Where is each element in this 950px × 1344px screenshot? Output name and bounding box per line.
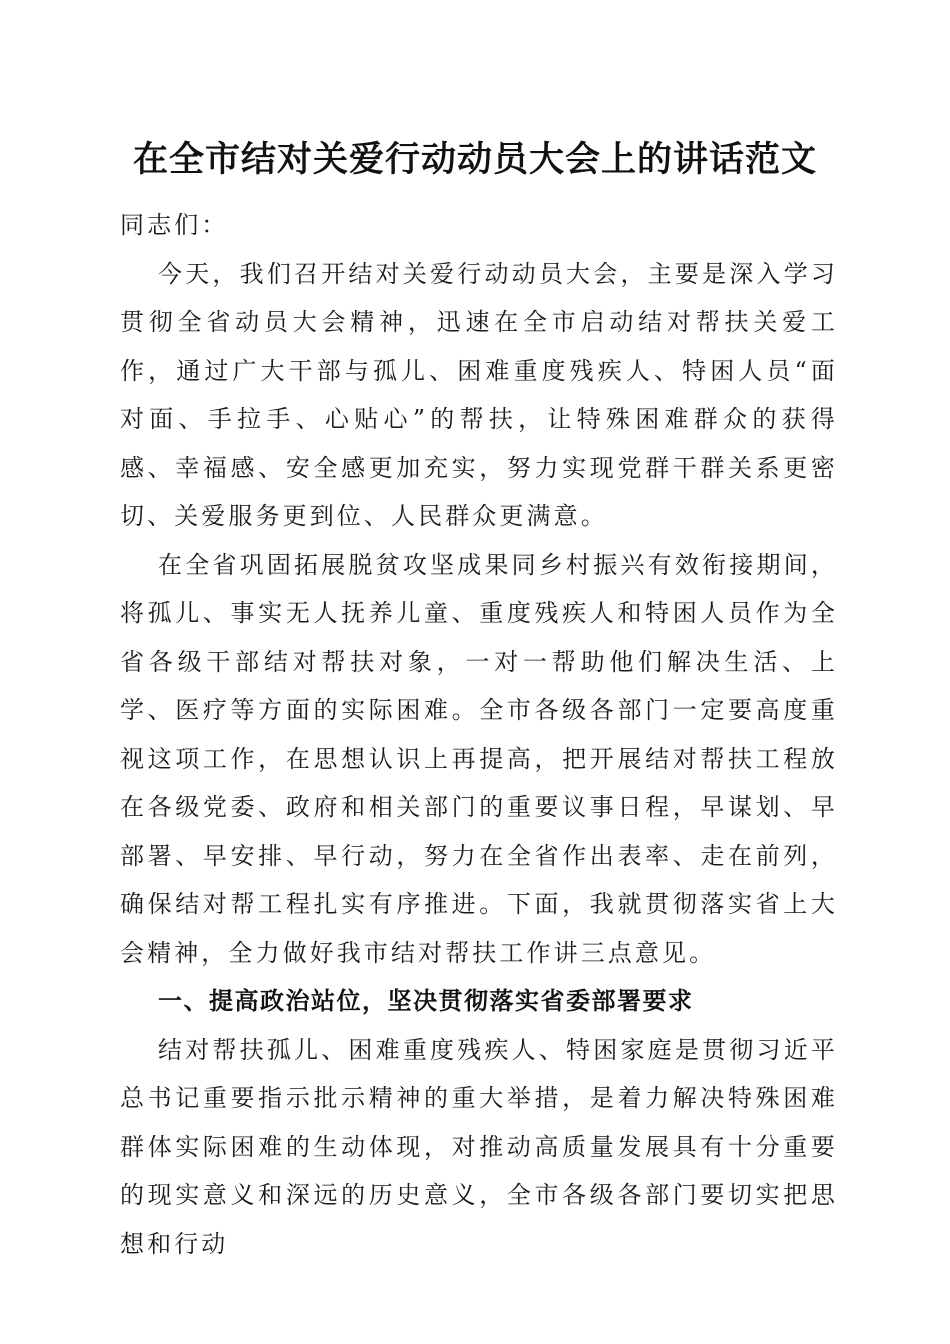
- paragraph-opening: 今天，我们召开结对关爱行动动员大会，主要是深入学习贯彻全省动员大会精神，迅速在全市启动结对帮扶关爱工作，通过广大干部与孤儿、困难重度残疾人、特困人员“面对面、手拉手、心贴心”的帮扶，让特殊困难群众的获得感、幸福感、安全感更加充实，努力实现党群干群关系更密切、关爱服务更到位、人民群众更满意。: [120, 259, 838, 530]
- document-title: 在全市结对关爱行动动员大会上的讲话范文: [132, 139, 817, 180]
- section-paragraph: 结对帮扶孤儿、困难重度残疾人、特困家庭是贯彻习近平总书记重要指示批示精神的重大举措，是着力解决特殊困难群体实际困难的生动体现，对推动高质量发展具有十分重要的现实意义和深远的历史意义，全市各级各部门要切实把思想和行动: [120, 1035, 838, 1258]
- document-body: [120, 201, 838, 1268]
- paragraph-background: 在全省巩固拓展脱贫攻坚成果同乡村振兴有效衔接期间，将孤儿、事实无人抚养儿童、重度残疾人和特困人员作为全省各级干部结对帮扶对象，一对一帮助他们解决生活、上学、医疗等方面的实际困难。全市各级各部门一定要高度重视这项工作，在思想认识上再提高，把开展结对帮扶工程放在各级党委、政府和相关部门的重要议事日程，早谋划、早部署、早安排、早行动，努力在全省作出表率、走在前列，确保结对帮工程扎实有序推进。下面，我就贯彻落实省上大会精神，全力做好我市结对帮扶工作讲三点意见。: [120, 550, 838, 967]
- salutation: 同志们：: [120, 211, 229, 239]
- section-heading: 一、提高政治站位，坚决贯彻落实省委部署要求: [158, 987, 694, 1015]
